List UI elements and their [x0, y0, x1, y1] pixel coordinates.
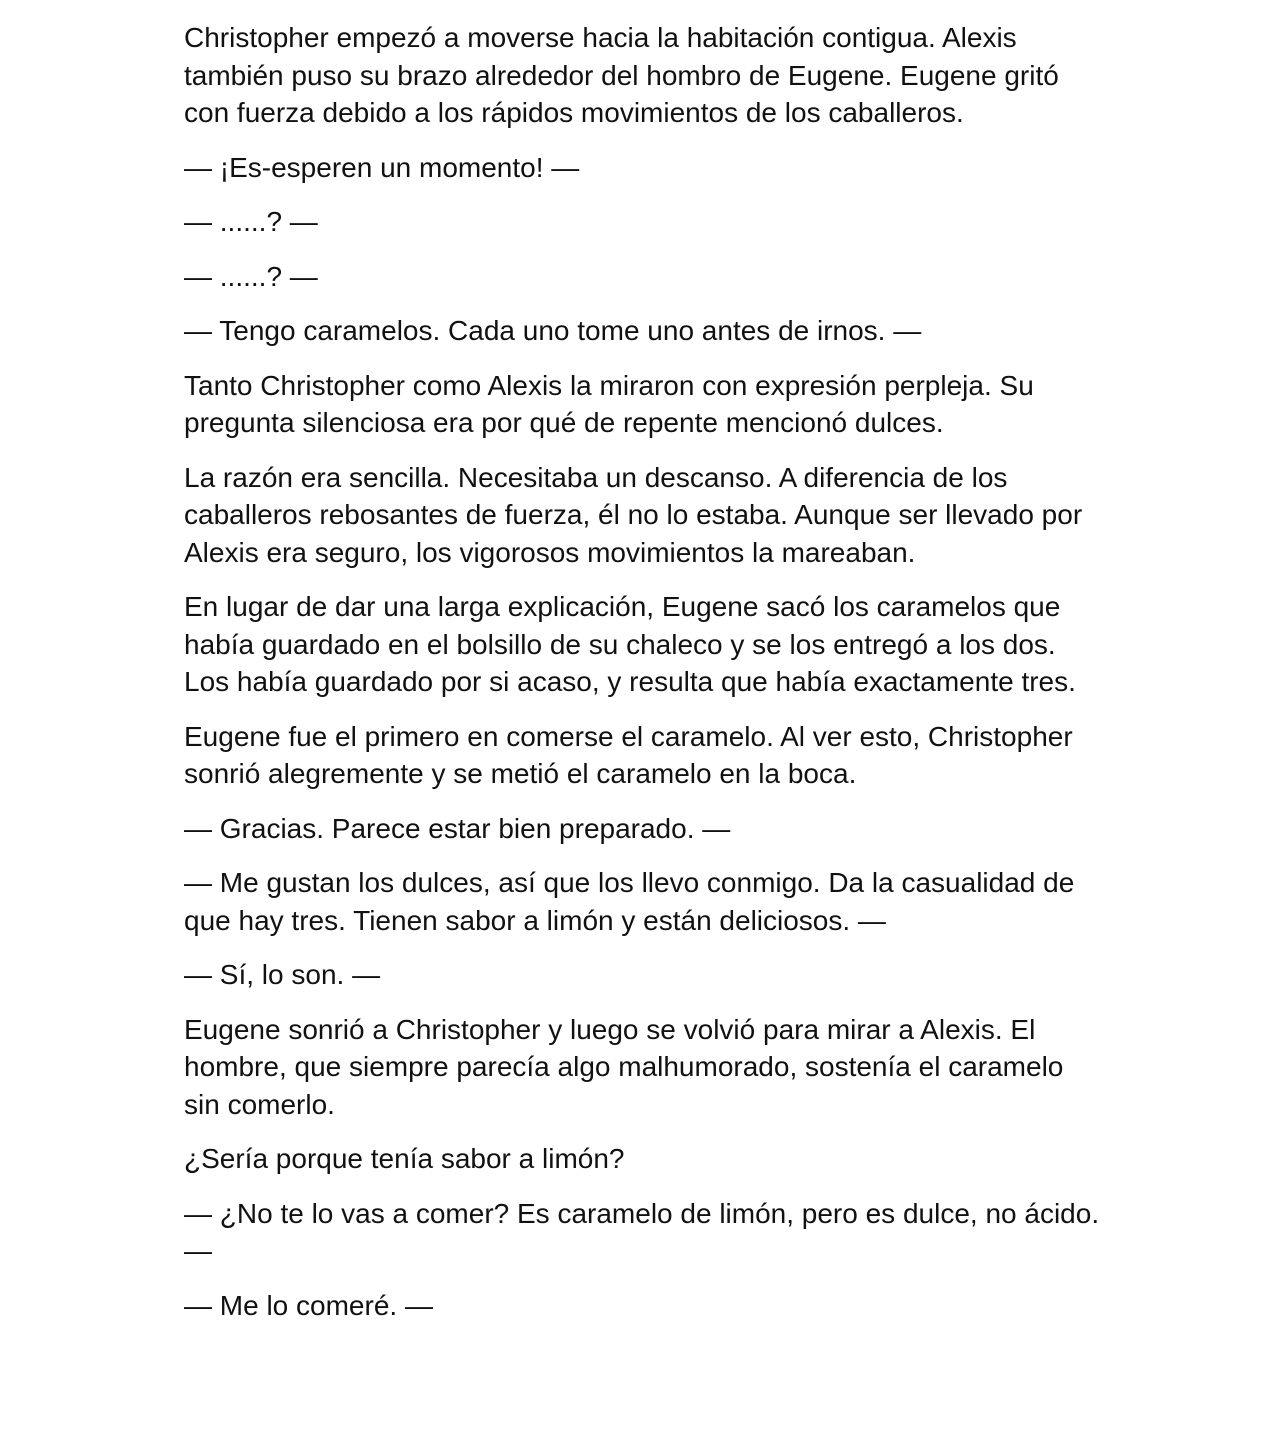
paragraph: Eugene fue el primero en comerse el caramelo. Al ver esto, Christopher sonrió alegremente y se metió el caramelo en la boca.	[184, 720, 1073, 789]
dialogue-line: — Me gustan los dulces, así que los llevo conmigo. Da la casualidad de que hay tres. Tienen sabor a limón y están deliciosos. —	[184, 867, 1075, 936]
paragraph: La razón era sencilla. Necesitaba un descanso. A diferencia de los caballeros rebosantes de fuerza, él no lo estaba. Aunque ser llevado por Alexis era seguro, los vigorosos movimientos la mareaban.	[184, 461, 1083, 568]
dialogue-line: — Sí, lo son. —	[184, 959, 381, 990]
paragraph: En lugar de dar una larga explicación, Eugene sacó los caramelos que había guardado en el bolsillo de su chaleco y se los entregó a los dos. Los había guardado por si acaso, y resulta que había exactamente tres.	[184, 591, 1076, 697]
paragraph: Eugene sonrió a Christopher y luego se volvió para mirar a Alexis. El hombre, que siempre parecía algo malhumorado, sostenía el caramelo sin comerlo.	[184, 1013, 1064, 1120]
dialogue-line: — Tengo caramelos. Cada uno tome uno antes de irnos. —	[184, 315, 922, 346]
paragraph: Tanto Christopher como Alexis la miraron con expresión perpleja. Su pregunta silenciosa era por qué de repente mencionó dulces.	[184, 369, 1034, 438]
dialogue-line: — Gracias. Parece estar bien preparado. —	[184, 812, 731, 844]
document-page	[184, 19, 1104, 1341]
dialogue-line: — ......? —	[184, 206, 318, 237]
paragraph: ¿Sería porque tenía sabor a limón?	[184, 1143, 625, 1174]
dialogue-line: — ......? —	[184, 260, 318, 292]
dialogue-line: — ¡Es-esperen un momento! —	[184, 151, 580, 183]
dialogue-line: — Me lo comeré. —	[184, 1289, 433, 1321]
dialogue-line: — ¿No te lo vas a comer? Es caramelo de limón, pero es dulce, no ácido. —	[184, 1197, 1100, 1266]
paragraph: Christopher empezó a moverse hacia la habitación contigua. Alexis también puso su brazo alrededor del hombro de Eugene. Eugene gritó con fuerza debido a los rápidos movimientos de los caballeros.	[184, 22, 1059, 128]
